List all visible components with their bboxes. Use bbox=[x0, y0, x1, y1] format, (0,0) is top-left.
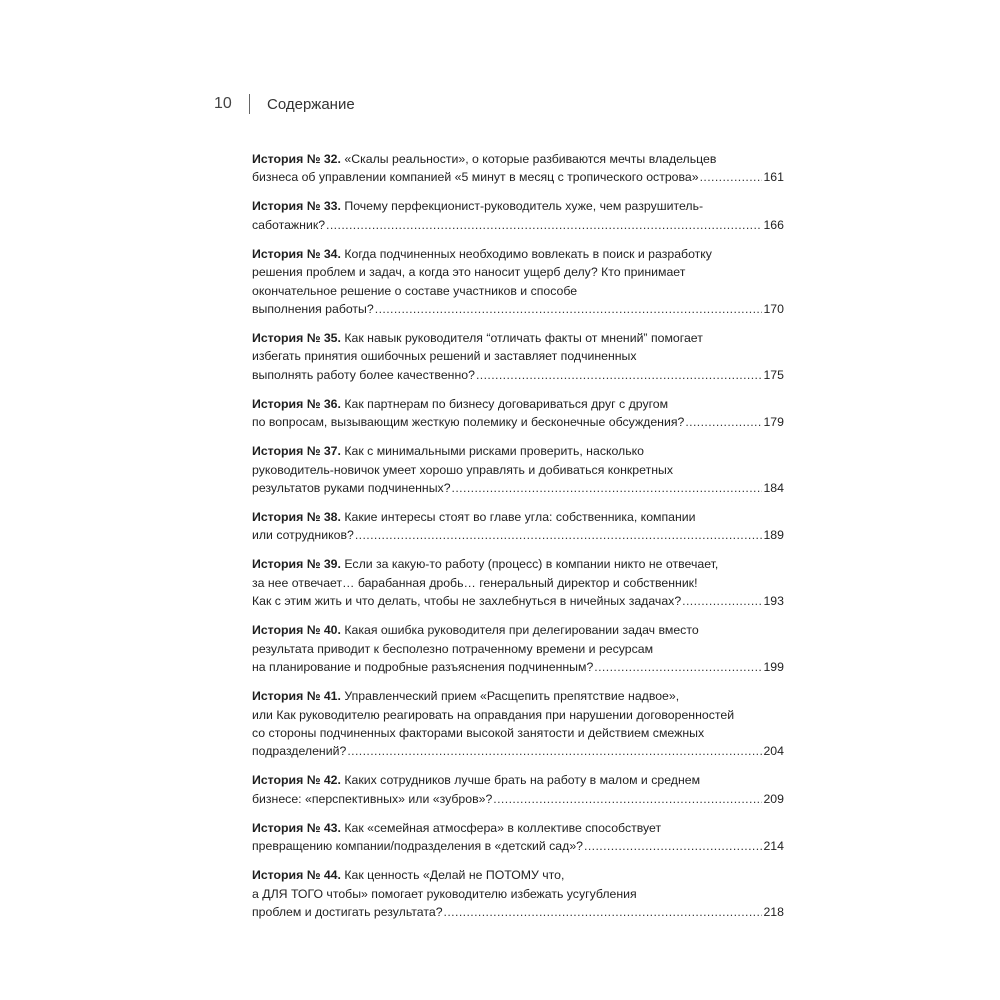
toc-entry-line bbox=[252, 413, 784, 431]
story-title-text: на планирование и подробные разъяснения подчиненным? bbox=[252, 660, 594, 675]
toc-page-number: 161 bbox=[763, 170, 784, 185]
toc-entry-line bbox=[252, 508, 784, 526]
toc-entry-line bbox=[252, 216, 784, 234]
toc-entry-line bbox=[252, 658, 784, 676]
toc-entry-line bbox=[252, 555, 784, 573]
toc-entry bbox=[252, 687, 784, 761]
story-label: История № 43. bbox=[252, 820, 341, 835]
dot-leader bbox=[444, 903, 763, 921]
story-title-text: за нее отвечает… барабанная дробь… генеральный директор и собственник! bbox=[252, 575, 698, 590]
story-title-text: Как навык руководителя “отличать факты от мнений” помогает bbox=[344, 331, 703, 346]
story-title-text: бизнеса об управлении компанией «5 минут в месяц с тропического острова» bbox=[252, 170, 699, 185]
story-title-text: а ДЛЯ ТОГО чтобы» помогает руководителю избежать усугубления bbox=[252, 886, 637, 901]
story-title-text: Какая ошибка руководителя при делегировании задач вместо bbox=[344, 623, 699, 638]
story-title-text: или сотрудников? bbox=[252, 528, 354, 543]
story-title-text: Каких сотрудников лучше брать на работу в малом и среднем bbox=[344, 773, 701, 788]
story-title-text: проблем и достигать результата? bbox=[252, 904, 443, 919]
toc-entry bbox=[252, 508, 784, 545]
story-label: История № 36. bbox=[252, 396, 341, 411]
story-title-text: бизнесе: «перспективных» или «зубров»? bbox=[252, 791, 493, 806]
story-title-text: выполнять работу более качественно? bbox=[252, 367, 475, 382]
toc-entry-line bbox=[252, 461, 784, 479]
dot-leader bbox=[326, 216, 762, 234]
story-label: История № 32. bbox=[252, 152, 341, 166]
toc-entry-line bbox=[252, 790, 784, 808]
dot-leader bbox=[700, 168, 763, 186]
table-of-contents bbox=[252, 150, 784, 932]
toc-page-number: 193 bbox=[763, 594, 784, 609]
toc-entry-line bbox=[252, 442, 784, 460]
toc-entry bbox=[252, 555, 784, 610]
toc-page-number: 214 bbox=[763, 839, 784, 854]
toc-page-number: 170 bbox=[763, 302, 784, 317]
toc-entry-line bbox=[252, 366, 784, 384]
story-title-text: Когда подчиненных необходимо вовлекать в поиск и разработку bbox=[344, 246, 712, 261]
story-title-text: руководитель-новичок умеет хорошо управлять и добиваться конкретных bbox=[252, 462, 673, 477]
story-title-text: Как с минимальными рисками проверить, насколько bbox=[344, 444, 644, 459]
toc-entry-line bbox=[252, 347, 784, 365]
toc-entry bbox=[252, 771, 784, 808]
story-title-text: или Как руководителю реагировать на оправдания при нарушении договоренностей bbox=[252, 707, 735, 722]
toc-entry-line bbox=[252, 300, 784, 318]
dot-leader bbox=[375, 300, 763, 318]
toc-entry bbox=[252, 866, 784, 921]
toc-page-number: 199 bbox=[763, 660, 784, 675]
section-title: Содержание bbox=[267, 95, 355, 113]
story-title-text: по вопросам, вызывающим жесткую полемику и бесконечные обсуждения? bbox=[252, 415, 685, 430]
story-title-text: Как партнерам по бизнесу договариваться друг с другом bbox=[344, 396, 669, 411]
toc-entry bbox=[252, 819, 784, 856]
dot-leader bbox=[347, 742, 762, 760]
story-title-text: подразделений? bbox=[252, 744, 347, 759]
story-title-text: решения проблем и задач, а когда это наносит ущерб делу? Кто принимает bbox=[252, 265, 686, 280]
story-title-text: «Скалы реальности», о которые разбиваются мечты владельцев bbox=[344, 152, 717, 166]
toc-entry-line bbox=[252, 282, 784, 300]
story-title-text: окончательное решение о составе участников и способе bbox=[252, 283, 578, 298]
story-title-text: Как ценность «Делай не ПОТОМУ что, bbox=[344, 868, 565, 883]
toc-entry-line bbox=[252, 706, 784, 724]
toc-entry-line bbox=[252, 574, 784, 592]
toc-entry-line bbox=[252, 329, 784, 347]
dot-leader bbox=[452, 479, 763, 497]
toc-entry-line bbox=[252, 724, 784, 742]
toc-entry-line bbox=[252, 479, 784, 497]
running-header bbox=[214, 92, 355, 116]
story-title-text: выполнения работы? bbox=[252, 302, 374, 317]
story-label: История № 39. bbox=[252, 557, 341, 572]
story-label: История № 44. bbox=[252, 868, 341, 883]
dot-leader bbox=[594, 658, 762, 676]
toc-entry-line bbox=[252, 263, 784, 281]
page-number: 10 bbox=[214, 95, 232, 112]
toc-entry bbox=[252, 197, 784, 234]
toc-entry-line bbox=[252, 903, 784, 921]
story-label: История № 37. bbox=[252, 444, 341, 459]
story-label: История № 33. bbox=[252, 199, 341, 214]
toc-entry-line bbox=[252, 866, 784, 884]
header-divider bbox=[249, 94, 250, 114]
toc-entry-line bbox=[252, 837, 784, 855]
toc-entry-line bbox=[252, 395, 784, 413]
toc-entry-line bbox=[252, 150, 784, 168]
toc-entry-line bbox=[252, 245, 784, 263]
toc-entry bbox=[252, 395, 784, 432]
toc-entry bbox=[252, 621, 784, 676]
dot-leader bbox=[493, 790, 762, 808]
story-title-text: Как «семейная атмосфера» в коллективе способствует bbox=[344, 820, 662, 835]
dot-leader bbox=[355, 526, 763, 544]
story-title-text: превращению компании/подразделения в «детский сад»? bbox=[252, 839, 583, 854]
toc-page-number: 189 bbox=[763, 528, 784, 543]
story-label: История № 38. bbox=[252, 510, 341, 525]
toc-entry-line bbox=[252, 819, 784, 837]
story-title-text: саботажник? bbox=[252, 217, 326, 232]
dot-leader bbox=[685, 413, 762, 431]
story-title-text: со стороны подчиненных факторами высокой занятости и действием смежных bbox=[252, 725, 705, 740]
story-label: История № 42. bbox=[252, 773, 341, 788]
toc-entry bbox=[252, 150, 784, 187]
story-title-text: результата приводит к бесполезно потраченному времени и ресурсам bbox=[252, 641, 654, 656]
story-label: История № 41. bbox=[252, 689, 341, 704]
toc-page-number: 184 bbox=[763, 481, 784, 496]
toc-entry bbox=[252, 442, 784, 497]
toc-entry-line bbox=[252, 687, 784, 705]
toc-page-number: 218 bbox=[763, 904, 784, 919]
dot-leader bbox=[682, 592, 762, 610]
toc-entry-line bbox=[252, 168, 784, 186]
story-title-text: Управленческий прием «Расщепить препятствие надвое», bbox=[344, 689, 680, 704]
dot-leader bbox=[584, 837, 762, 855]
story-label: История № 40. bbox=[252, 623, 341, 638]
toc-entry-line bbox=[252, 885, 784, 903]
story-title-text: Как с этим жить и что делать, чтобы не захлебнуться в ничейных задачах? bbox=[252, 594, 682, 609]
story-label: История № 34. bbox=[252, 246, 341, 261]
toc-page-number: 166 bbox=[763, 217, 784, 232]
dot-leader bbox=[476, 366, 763, 384]
toc-entry-line bbox=[252, 592, 784, 610]
story-title-text: Какие интересы стоят во главе угла: собственника, компании bbox=[344, 510, 696, 525]
toc-entry bbox=[252, 245, 784, 319]
story-label: История № 35. bbox=[252, 331, 341, 346]
toc-entry-line bbox=[252, 771, 784, 789]
toc-entry-line bbox=[252, 621, 784, 639]
toc-entry-line bbox=[252, 197, 784, 215]
toc-page-number: 179 bbox=[763, 415, 784, 430]
story-title-text: Почему перфекционист-руководитель хуже, чем разрушитель- bbox=[344, 199, 704, 214]
toc-page-number: 175 bbox=[763, 367, 784, 382]
toc-entry-line bbox=[252, 526, 784, 544]
story-title-text: Если за какую-то работу (процесс) в компании никто не отвечает, bbox=[344, 557, 719, 572]
toc-page-number: 209 bbox=[763, 791, 784, 806]
story-title-text: результатов руками подчиненных? bbox=[252, 481, 451, 496]
toc-entry-line bbox=[252, 640, 784, 658]
toc-entry bbox=[252, 329, 784, 384]
toc-page-number: 204 bbox=[763, 744, 784, 759]
story-title-text: избегать принятия ошибочных решений и заставляет подчиненных bbox=[252, 349, 637, 364]
toc-entry-line bbox=[252, 742, 784, 760]
